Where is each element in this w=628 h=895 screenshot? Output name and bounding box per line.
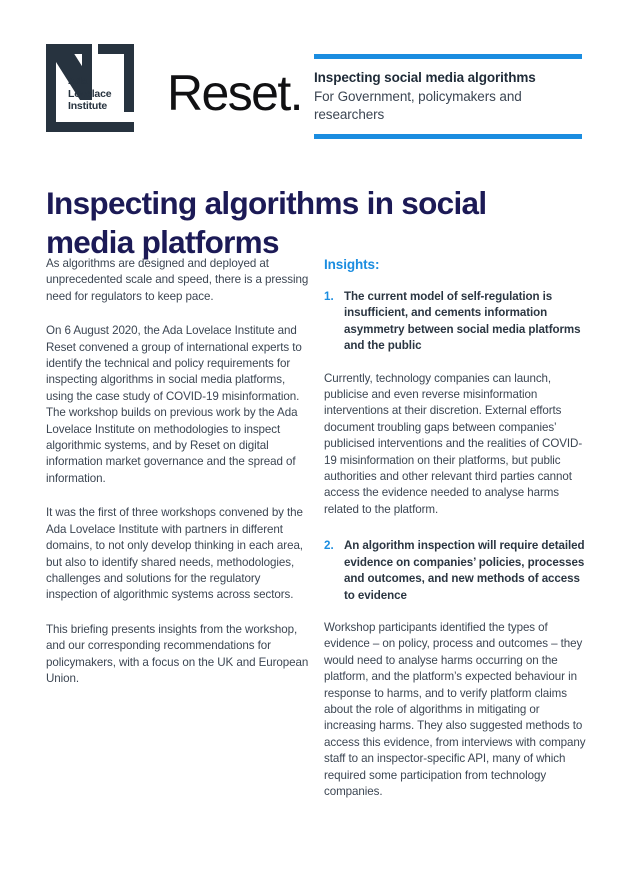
header-subtitle: For Government, policymakers and researchers <box>314 88 522 122</box>
ada-logo-wordmark <box>68 75 111 113</box>
left-column <box>46 256 310 687</box>
ada-logo-line-3: Institute <box>68 100 108 113</box>
insight-item <box>324 538 586 604</box>
insight-item <box>324 289 586 355</box>
reset-logo-wordmark: Reset. <box>167 65 302 121</box>
insight-body: Workshop participants identified the types of evidence – on policy, process and outcomes – they would need to analyse harms occurring on the platform, and the platform’s expected behaviour in response to harms, and to verify platform claims about the role of algorithms in mitigating or increasing harms. They also suggested methods to access this evidence, from interviews with company staff to an inspector-specific API, many of which required some participation from technology companies. <box>324 620 586 798</box>
masthead <box>46 44 582 140</box>
ada-logo-line-1: Ada <box>68 75 88 87</box>
header-rule-bottom <box>314 134 582 139</box>
intro-paragraph-1: As algorithms are designed and deployed at unprecedented scale and speed, there is a pressing need for regulators to keep pace. <box>46 257 309 303</box>
ada-logo-line-2: Lovelace <box>68 87 112 100</box>
intro-paragraph-3: It was the first of three workshops convened by the Ada Lovelace Institute with partners in different domains, to not only develop thinking in each area, but also to identify shared needs, methodologies, challenges and solutions for the regulatory inspection of algorithmic systems across sectors. <box>46 506 303 602</box>
logo-block <box>46 44 302 140</box>
insight-number: 1. <box>324 290 334 303</box>
header-title-block <box>314 54 582 139</box>
insight-number: 2. <box>324 539 334 553</box>
insight-heading: An algorithm inspection will require detailed evidence on companies’ policies, processes and outcomes, and new methods of access to evidence <box>344 539 585 602</box>
header-title: Inspecting social media algorithms <box>314 70 536 85</box>
insights-heading: Insights: <box>324 257 380 272</box>
insight-body: Currently, technology companies can launch, publicise and even reverse misinformation interventions at their discretion. External efforts document troubling gaps between companies’ publicised interventions and the realities of COVID-19 misinformation on their platforms, but public authorities and other relevant third parties cannot access the evidence needed to analyse harms related to the platform. <box>324 371 583 516</box>
header-rule-top <box>314 54 582 59</box>
right-column <box>324 256 586 820</box>
intro-paragraph-4: This briefing presents insights from the workshop, and our corresponding recommendations for policymakers, with a focus on the UK and European Union. <box>46 622 309 685</box>
intro-paragraph-2: On 6 August 2020, the Ada Lovelace Institute and Reset convened a group of international experts to identify the technical and policy requirements for inspecting algorithms in social media platforms, using the case study of COVID-19 misinformation. The workshop builds on previous work by the Ada Lovelace Institute on methodologies to inspect algorithmic systems, and by Reset on digital information market governance and the spread of information. <box>46 324 302 485</box>
page-title: Inspecting algorithms in social media platforms <box>46 185 487 261</box>
insight-heading: The current model of self-regulation is insufficient, and cements information asymmetry between social media platforms and the public <box>344 290 581 353</box>
